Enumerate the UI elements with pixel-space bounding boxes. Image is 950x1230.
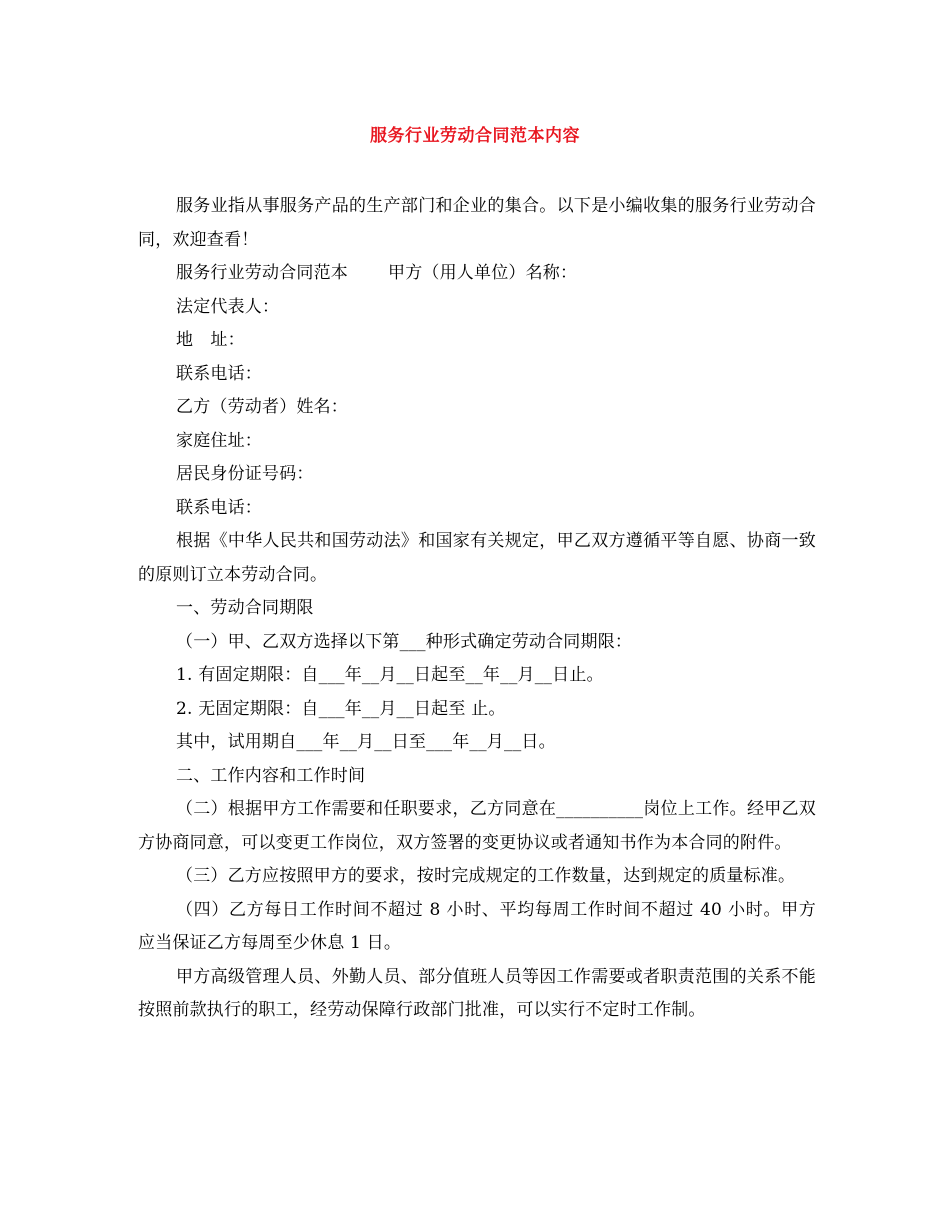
paragraph: 家庭住址：	[176, 430, 262, 451]
paragraph: 服务业指从事服务产品的生产部门和企业的集合。以下是小编收集的服务行业劳动合同，欢迎查看！	[138, 196, 816, 250]
paragraph: 地 址：	[176, 330, 245, 350]
paragraph: （二）根据甲方工作需要和任职要求，乙方同意在__________岗位上工作。经甲乙双方协商同意，可以变更工作岗位，双方签署的变更协议或者通知书作为本合同的附件。	[138, 799, 816, 853]
paragraph: 居民身份证号码：	[176, 464, 314, 484]
paragraph: 乙方（劳动者）姓名：	[176, 397, 348, 417]
document-body	[138, 190, 816, 1028]
paragraph: 二、工作内容和工作时间	[176, 765, 366, 786]
document-title: 服务行业劳动合同范本内容	[370, 126, 580, 146]
paragraph: 法定代表人：	[176, 296, 280, 317]
paragraph: 联系电话：	[176, 497, 262, 518]
paragraph: 2. 无固定期限：自___年__月__日起至 止。	[176, 698, 506, 719]
paragraph: （一）甲、乙双方选择以下第___种形式确定劳动合同期限：	[176, 631, 633, 652]
paragraph: 根据《中华人民共和国劳动法》和国家有关规定，甲乙双方遵循平等自愿、协商一致的原则订立本劳动合同。	[138, 531, 816, 585]
paragraph: 联系电话：	[176, 363, 262, 384]
paragraph: 1. 有固定期限：自___年__月__日起至__年__月__日止。	[176, 665, 604, 685]
paragraph: 一、劳动合同期限	[176, 598, 314, 618]
paragraph: （三）乙方应按照甲方的要求，按时完成规定的工作数量，达到规定的质量标准。	[176, 866, 796, 886]
paragraph: （四）乙方每日工作时间不超过 8 小时、平均每周工作时间不超过 40 小时。甲方应当保证乙方每周至少休息 1 日。	[138, 899, 816, 953]
paragraph: 甲方高级管理人员、外勤人员、部分值班人员等因工作需要或者职责范围的关系不能按照前款执行的职工，经劳动保障行政部门批准，可以实行不定时工作制。	[138, 966, 816, 1020]
paragraph: 服务行业劳动合同范本 甲方（用人单位）名称：	[176, 263, 578, 283]
paragraph: 其中，试用期自___年__月__日至___年__月__日。	[176, 732, 556, 752]
